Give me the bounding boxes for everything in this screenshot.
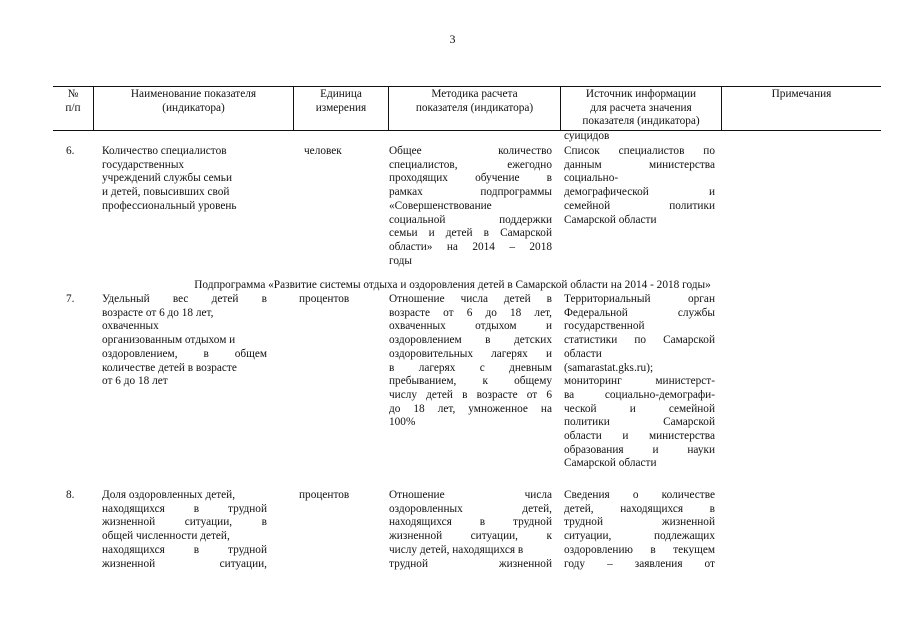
source-text <box>564 293 715 471</box>
text-line: трудной жизненной <box>564 516 715 529</box>
text-line: проходящих обучение в <box>389 172 552 185</box>
text-line: данным министерства <box>564 158 715 171</box>
row-number: 7. <box>66 293 75 305</box>
header-text: измерения <box>315 101 367 114</box>
source-text <box>564 489 715 571</box>
text-line: числу детей в возрасте от 6 <box>389 388 552 401</box>
text-line: учреждений службы семьи <box>102 172 233 185</box>
text-line: Сведения о количестве <box>564 489 715 501</box>
text-line: возрасте от 6 до 18 лет, <box>102 306 214 319</box>
text-line: Федеральной службы <box>564 306 715 319</box>
text-line: организованным отдыхом и <box>102 334 236 347</box>
text-line: оздоровленных детей, <box>389 502 552 515</box>
text-line: до 18 лет, умноженное на <box>389 402 552 415</box>
text-line: охваченных <box>102 320 159 333</box>
text-line: от 6 до 18 лет <box>102 375 168 388</box>
header-notes <box>721 87 881 130</box>
text-line: и детей, повысивших свой <box>102 186 230 199</box>
method-text <box>389 293 552 430</box>
text-line: находящихся в трудной <box>102 543 267 556</box>
header-unit <box>293 87 388 130</box>
text-line: охваченных отдыхом и <box>389 320 552 333</box>
text-line: трудной жизненной <box>389 557 552 570</box>
subprogram-title: Подпрограмма «Развитие системы отдыха и оздоровления детей в Самарской области на 2014 - 2018 годы» <box>194 279 711 291</box>
text-line: жизненной ситуации, <box>102 557 267 570</box>
text-line: общей численности детей, <box>102 530 230 543</box>
text-line: оздоровлением в детских <box>389 334 552 347</box>
text-line: находящихся в трудной <box>389 516 552 529</box>
header-text: Наименование показателя <box>130 88 257 100</box>
unit: процентов <box>299 489 350 501</box>
text-line: ва социально-демографи- <box>564 388 715 401</box>
text-line: семейной политики <box>564 199 715 212</box>
text-line: статистики по Самарской <box>564 334 715 347</box>
source-text <box>564 145 715 227</box>
text-line: находящихся в трудной <box>102 502 267 515</box>
text-line: Территориальный орган <box>564 293 715 305</box>
text-line: году – заявления от <box>564 557 715 570</box>
text-line: социальной поддержки <box>389 213 552 226</box>
indicator-name <box>102 293 267 389</box>
text-line: области» на 2014 – 2018 <box>389 240 552 253</box>
text-line: ситуации, подлежащих <box>564 530 715 543</box>
text-line: оздоровлению в текущем <box>564 543 715 556</box>
text-line: Отношение числа <box>389 489 552 501</box>
header-text: Примечания <box>771 88 832 100</box>
text-line: возрасте от 6 до 18 лет, <box>389 306 552 319</box>
header-text: Источник информации <box>585 88 697 100</box>
text-line: Доля оздоровленных детей, <box>102 489 236 501</box>
text-line: в лагерях с дневным <box>389 361 552 374</box>
text-line: количестве детей в возрасте <box>102 361 237 374</box>
text-line: рамках подпрограммы <box>389 186 552 199</box>
text-line: государственных <box>102 158 185 171</box>
row-number: 8. <box>66 489 75 501</box>
text-line: мониторинг министерст- <box>564 375 715 388</box>
text-line: жизненной ситуации, к <box>389 530 552 543</box>
header-text: показателя (индикатора) <box>582 115 700 128</box>
header-text: (индикатора) <box>162 101 225 114</box>
text-line: оздоровлением, в общем <box>102 347 267 360</box>
page-number: 3 <box>449 32 456 46</box>
text-line: Самарской области <box>564 213 657 226</box>
text-line: пребыванием, к общему <box>389 375 552 388</box>
indicator-name <box>102 145 267 214</box>
header-text: п/п <box>65 101 81 114</box>
text-line: оздоровительных лагерях и <box>389 347 552 360</box>
text-line: политики Самарской <box>564 416 715 429</box>
row-number: 6. <box>66 145 75 157</box>
text-line: профессиональный уровень <box>102 199 237 212</box>
text-line: Количество специалистов <box>102 145 227 157</box>
text-line: Удельный вес детей в <box>102 293 267 305</box>
header-indicator-name <box>93 87 293 130</box>
text-line: «Совершенствование <box>389 199 492 212</box>
text-line: жизненной ситуации, в <box>102 516 267 529</box>
header-source <box>560 87 721 130</box>
indicator-name <box>102 489 267 571</box>
header-text: Единица <box>320 88 362 100</box>
text-line: семьи и детей в Самарской <box>389 227 552 240</box>
header-text: Методика расчета <box>431 88 518 100</box>
header-method <box>388 87 560 130</box>
header-text: для расчета значения <box>590 101 692 114</box>
method-text <box>389 145 552 268</box>
text-line: образования и науки <box>564 443 715 456</box>
text-line: Самарской области <box>564 457 657 470</box>
text-line: области <box>564 347 602 360</box>
unit: процентов <box>299 293 350 305</box>
table-header <box>53 86 881 131</box>
text-line: государственной <box>564 320 645 333</box>
text-line: социально- <box>564 172 619 185</box>
text-line: (samarastat.gks.ru); <box>564 361 654 374</box>
unit: человек <box>304 145 342 157</box>
text-line: ческой и семейной <box>564 402 715 415</box>
text-line: числу детей, находящихся в <box>389 543 524 556</box>
text-line: демографической и <box>564 186 715 199</box>
text-line: специалистов, ежегодно <box>389 158 552 171</box>
header-number <box>53 87 93 130</box>
text-line: детей, находящихся в <box>564 502 715 515</box>
header-text: показателя (индикатора) <box>415 101 534 114</box>
text-line: годы <box>389 254 413 267</box>
text-line: Отношение числа детей в <box>389 293 552 305</box>
text-line: Список специалистов по <box>564 145 715 157</box>
carry-over-text: суицидов <box>564 130 610 142</box>
method-text <box>389 489 552 571</box>
text-line: области и министерства <box>564 430 715 443</box>
text-line: 100% <box>389 416 416 429</box>
header-text: № <box>67 88 79 100</box>
text-line: Общее количество <box>389 145 552 157</box>
